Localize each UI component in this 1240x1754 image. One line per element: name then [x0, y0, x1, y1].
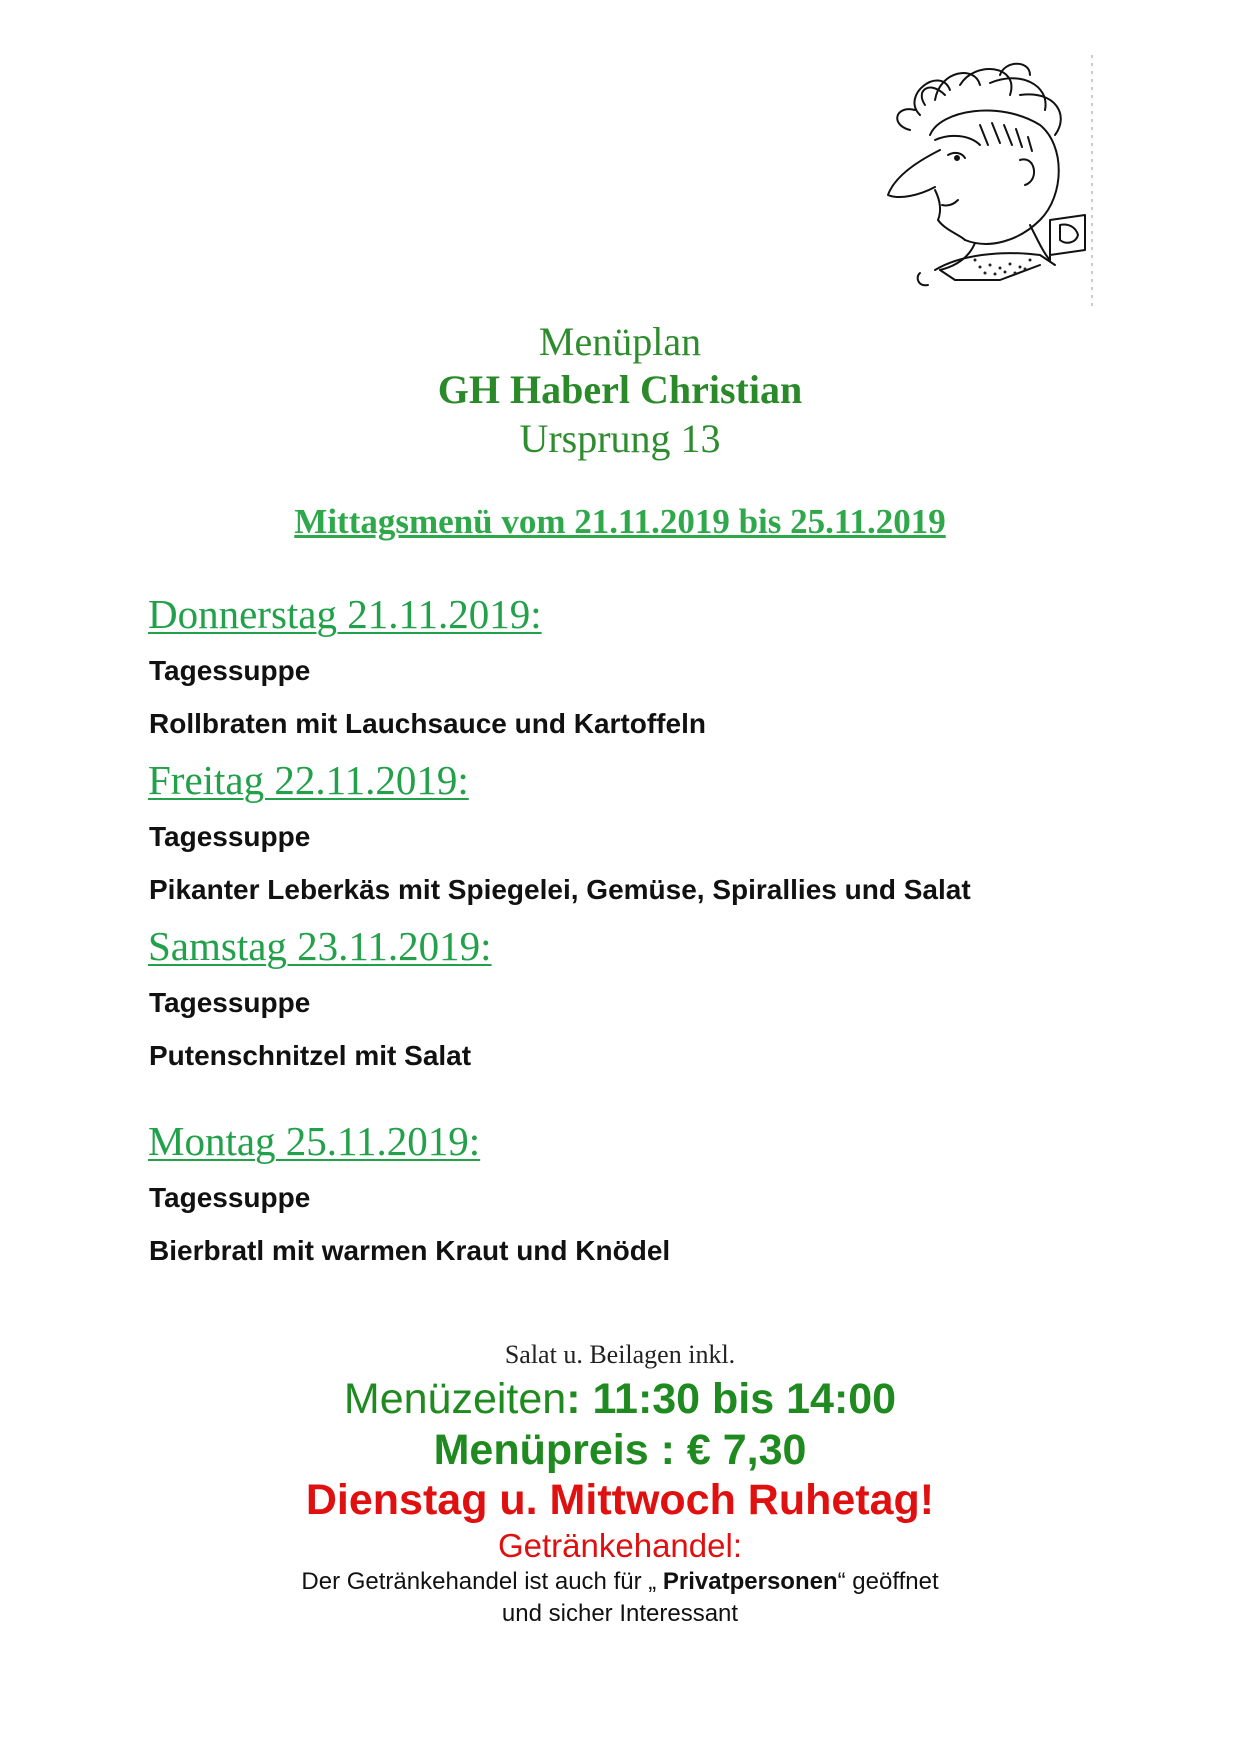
- dish-main: Pikanter Leberkäs mit Spiegelei, Gemüse, Spirallies und Salat: [149, 874, 971, 905]
- dish-soup: Tagessuppe: [149, 987, 311, 1018]
- menu-times-label: Menüzeiten: [343, 1375, 567, 1423]
- salat-note: Salat u. Beilagen inkl.: [504, 1340, 736, 1369]
- dish-main: Rollbraten mit Lauchsauce und Kartoffeln: [149, 708, 706, 739]
- beverage-note-bold: Privatpersonen: [662, 1568, 838, 1595]
- restaurant-address: Ursprung 13: [519, 416, 721, 461]
- beverage-shop-note-line2: und sicher Interessant: [501, 1600, 739, 1627]
- dish-main: Bierbratl mit warmen Kraut und Knödel: [149, 1235, 671, 1266]
- dish-main: Putenschnitzel mit Salat: [149, 1040, 472, 1071]
- menu-price: Menüpreis : € 7,30: [433, 1426, 807, 1474]
- beverage-shop-title: Getränkehandel:: [497, 1527, 742, 1564]
- menu-date-range: Mittagsmenü vom 21.11.2019 bis 25.11.2019: [294, 502, 946, 541]
- rest-days: Dienstag u. Mittwoch Ruhetag!: [305, 1476, 935, 1524]
- day-heading-samstag: Samstag 23.11.2019:: [148, 923, 492, 969]
- dish-soup: Tagessuppe: [149, 1182, 311, 1213]
- beverage-shop-note: [0, 1568, 1240, 1596]
- menu-times-value: : 11:30 bis 14:00: [566, 1375, 897, 1423]
- beverage-note-prefix: Der Getränkehandel ist auch für „: [301, 1568, 663, 1595]
- menu-times: [0, 1375, 1240, 1424]
- dish-soup: Tagessuppe: [149, 655, 311, 686]
- menu-title: Menüplan: [538, 319, 702, 364]
- caricature-icon: [880, 55, 1100, 315]
- beverage-note-suffix: “ geöffnet: [837, 1568, 939, 1595]
- restaurant-name: GH Haberl Christian: [437, 367, 803, 412]
- day-heading-freitag: Freitag 22.11.2019:: [148, 757, 469, 803]
- dish-soup: Tagessuppe: [149, 821, 311, 852]
- day-heading-donnerstag: Donnerstag 21.11.2019:: [148, 591, 542, 637]
- day-heading-montag: Montag 25.11.2019:: [148, 1118, 481, 1164]
